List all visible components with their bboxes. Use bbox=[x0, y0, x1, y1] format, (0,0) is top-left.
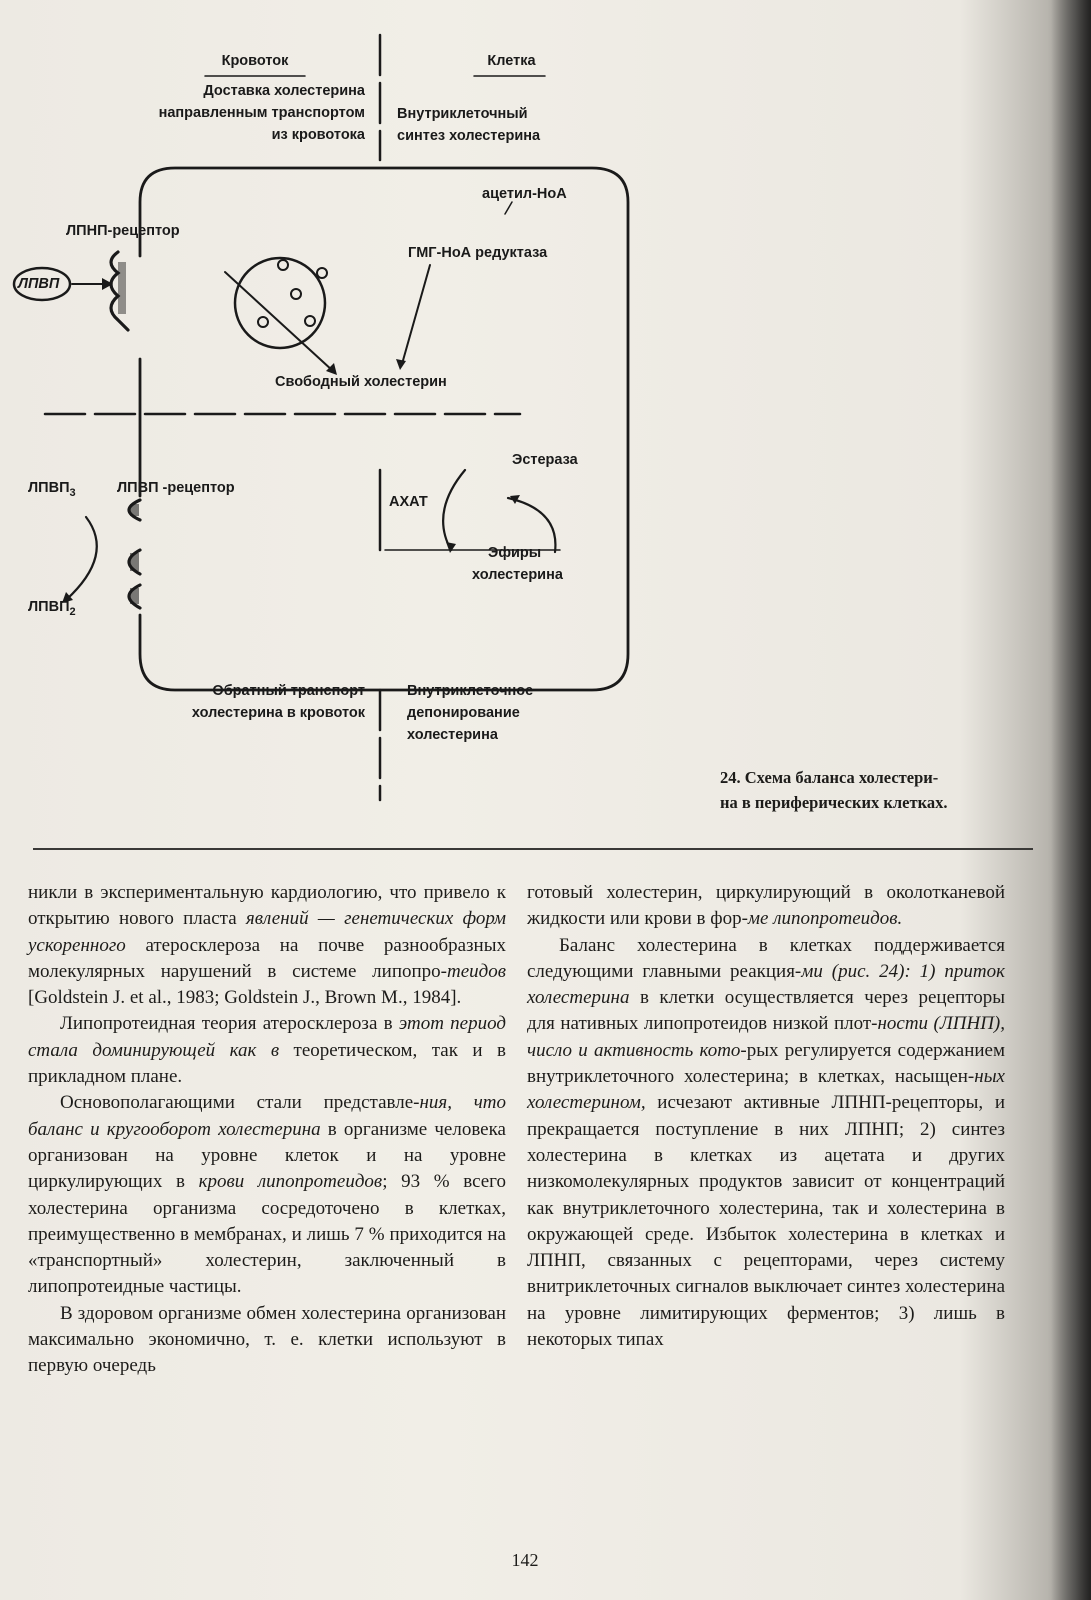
page-number: 142 bbox=[511, 1550, 539, 1570]
header-bloodstream: Кровоток bbox=[221, 53, 289, 69]
italic-run: теидов bbox=[446, 960, 506, 982]
text-run: Баланс холестерина в клетках поддерживается следующими главными реакция- bbox=[527, 934, 1005, 982]
paragraph bbox=[28, 1011, 506, 1090]
figure-caption: 24. Схема баланса холестери- на в периферических клетках. bbox=[720, 768, 948, 812]
text-run: теоретическом, так и в прикладном плане. bbox=[28, 1039, 506, 1088]
synthesis-line-2: синтез холестерина bbox=[397, 128, 541, 144]
text-run: [Goldstein J. et al., 1983; Goldstein J., Brown M., 1984]. bbox=[28, 987, 462, 1009]
text-run: ; 93 % всего холестерина организма сосредоточено в клетках, преимущественно в мембранах, и лишь 7 % приходится на «транспортный» холестерин, заключенный в липопротеидные частицы. bbox=[28, 1171, 506, 1298]
figure-24 bbox=[0, 30, 1030, 845]
text-column-right bbox=[527, 880, 1005, 1353]
ldl-particle-label: ЛПВП bbox=[18, 276, 60, 292]
hdl3-label: $ЛПВП_3$ bbox=[28, 480, 76, 499]
free-cholesterol-label: Свободный холестерин bbox=[275, 374, 447, 390]
binding-shadow bbox=[1051, 0, 1091, 1600]
paragraph bbox=[28, 1090, 506, 1300]
italic-run: ми (рис. 24): 1) приток холестерина bbox=[527, 960, 1005, 1009]
paragraph bbox=[527, 933, 1005, 1354]
hdl2-label: $ЛПВП_2$ bbox=[28, 599, 76, 618]
reverse-transport-line-2: холестерина в кровоток bbox=[191, 705, 365, 721]
text-run: рых регулируется содержанием внутриклеточного холестерина; в клетках, насыщен- bbox=[527, 1039, 1005, 1088]
delivery-line-2: направленным транспортом bbox=[158, 105, 365, 121]
italic-run: явлений — генетических форм ускоренного bbox=[28, 908, 506, 956]
text-run: готовый холестерин, циркулирующий в околотканевой жидкости или крови в фор- bbox=[527, 882, 1005, 930]
text-run: никли в экспериментальную кардиологию, что привело к открытию нового пласта bbox=[28, 882, 506, 930]
separator-rule bbox=[33, 848, 1033, 850]
paragraph bbox=[28, 1301, 506, 1380]
text-column-left bbox=[28, 880, 506, 1380]
text-run: в клетки осуществляется через рецепторы для нативных липопротеидов низкой плот- bbox=[527, 987, 1005, 1035]
deposition-line-3: холестерина bbox=[407, 727, 498, 743]
paragraph bbox=[527, 880, 1005, 933]
text-run: Основополагающими стали представле- bbox=[60, 1092, 420, 1114]
header-cell: Клетка bbox=[487, 53, 536, 69]
delivery-line-1: Доставка холестерина bbox=[203, 83, 365, 99]
esters-line-1: Эфиры bbox=[488, 545, 542, 561]
italic-run: ме липопротеидов. bbox=[747, 908, 903, 930]
italic-run: ных холестерином, bbox=[527, 1066, 1005, 1114]
synthesis-line-1: Внутриклеточный bbox=[397, 106, 528, 122]
italic-run: крови липопротеидов bbox=[198, 1171, 383, 1193]
italic-run: ния, что баланс и кругооборот холестерина bbox=[28, 1092, 506, 1140]
text-run: исчезают активные ЛПНП-рецепторы, и прекращается поступление в них ЛПНП; 2) синтез холестерина в клетках из ацетата и других низкомолекулярных продуктов зависит от концентраций как внутриклеточного холестерина, так и холестерина в окружающей среде. Избыток холестерина в клетках и ЛПНП, связанных с рецепторами, через систему внитриклеточных сигналов выключает синтез холестерина на уровне лимитирующих ферментов; 3) лишь в некоторых типах bbox=[527, 1092, 1005, 1351]
delivery-line-3: из кровотока bbox=[271, 127, 365, 143]
ldl-receptor-label: ЛПНП-рецептор bbox=[66, 223, 180, 239]
esters-line-2: холестерина bbox=[472, 567, 563, 583]
reverse-transport-line-1: Обратный транспорт bbox=[212, 683, 365, 699]
italic-run: ности (ЛПНП), число и активность кото- bbox=[527, 1013, 1005, 1061]
text-run: В здоровом организме обмен холестерина организован максимально экономично, т. е. клетки используют в первую очередь bbox=[28, 1302, 506, 1377]
hdl-receptor-label: ЛПВП -рецептор bbox=[117, 480, 235, 496]
acat-label: АХАТ bbox=[389, 494, 428, 510]
deposition-line-2: депонирование bbox=[407, 705, 520, 721]
text-run: Липопротеидная теория атеросклероза в bbox=[60, 1013, 399, 1035]
acetyl-coa-label: ацетил-НоА bbox=[482, 186, 567, 202]
paragraph bbox=[28, 880, 506, 1011]
hmg-reductase-label: ГМГ-НоА редуктаза bbox=[408, 245, 548, 261]
deposition-line-1: Внутриклеточное bbox=[407, 683, 534, 699]
text-run: атеросклероза на почве разнообразных молекулярных нарушений в системе липопро- bbox=[28, 934, 506, 982]
esterase-label: Эстераза bbox=[512, 452, 578, 468]
text-run: в организме человека организован на уровне клеток и на уровне циркулирующих в bbox=[28, 1118, 506, 1193]
italic-run: этот период стала доминирующей как в bbox=[28, 1013, 506, 1061]
